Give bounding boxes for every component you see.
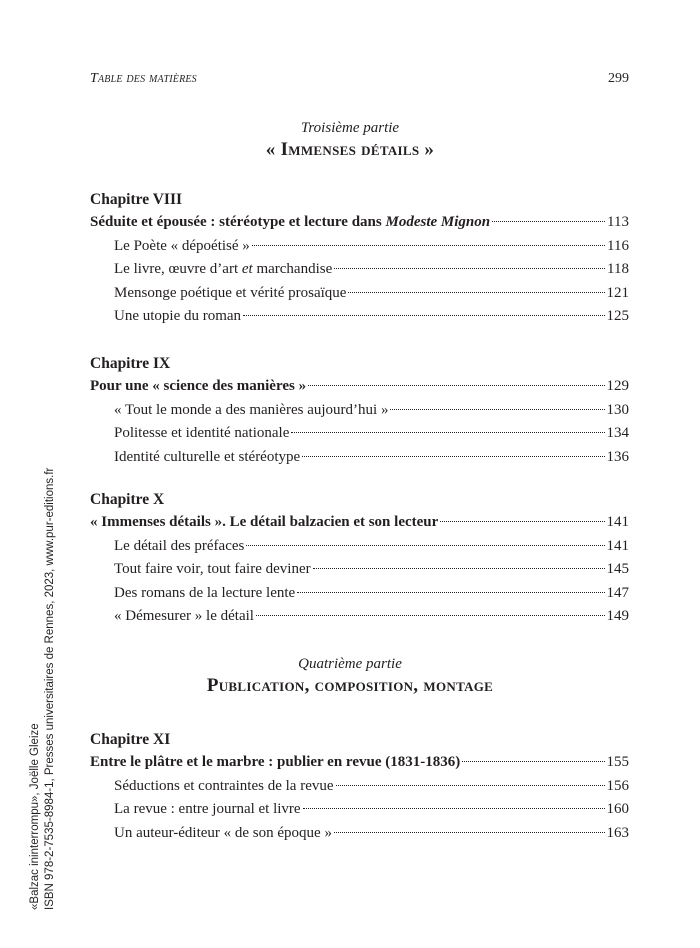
dot-leader [256,615,605,616]
toc-entry-page: 118 [607,261,629,277]
toc-entry-title: « Tout le monde a des manières aujourd’hui » [114,401,389,418]
toc-entry-title: Un auteur-éditeur « de son époque » [114,824,332,841]
toc-entry-main[interactable] [90,754,629,778]
dot-leader [291,432,604,433]
part-heading-4 [0,654,700,698]
side-note-line: ISBN 978-2-7535-8984-1, Presses universitaires de Rennes, 2023, www.pur-editions.fr [44,467,56,910]
chapter-x [90,490,629,632]
toc-entry-page: 125 [606,308,629,324]
toc-entry-title: Entre le plâtre et le marbre : publier en revue (1831-1836) [90,754,461,770]
dot-leader [303,808,605,809]
part-title: Publication, composition, montage [206,675,494,696]
toc-entry-title: Une utopie du roman [114,308,242,324]
toc-entry-page: 147 [606,584,629,601]
dot-leader [334,832,605,833]
toc-entry-page: 116 [607,237,629,254]
toc-entry-page: 155 [606,754,629,770]
toc-entry-title: Tout faire voir, tout faire deviner [114,561,311,577]
part-label: Quatrième partie [298,656,402,672]
toc-entry[interactable] [90,285,629,309]
dot-leader [308,385,604,386]
toc-entry-title: Séductions et contraintes de la revue [114,777,334,794]
dot-leader [390,409,604,410]
toc-entry[interactable] [90,778,629,802]
dot-leader [492,221,605,222]
toc-entry[interactable] [90,801,629,825]
toc-entry[interactable] [90,449,629,473]
chapter-heading: Chapitre VIII [90,191,183,208]
chapter-viii [90,190,629,332]
toc-entry[interactable] [90,238,629,262]
toc-entry-title: Le détail des préfaces [114,537,245,554]
toc-entry[interactable] [90,425,629,449]
toc-entry[interactable] [90,538,629,562]
toc-entry-title: Des romans de la lecture lente [114,584,296,601]
dot-leader [313,568,605,569]
toc-entry-main[interactable] [90,214,629,238]
dot-leader [252,245,605,246]
page-number: 299 [608,71,629,86]
running-title: Table des matières [90,71,197,86]
dot-leader [302,456,604,457]
toc-entry-page: 113 [607,214,629,230]
chapter-heading: Chapitre X [90,491,165,508]
toc-entry[interactable] [90,825,629,849]
toc-entry-title: Le Poète « dépoétisé » [114,237,250,254]
chapter-heading: Chapitre IX [90,355,171,372]
toc-entry-main[interactable] [90,378,629,402]
toc-entry-page: 141 [606,514,629,530]
toc-entry-title: Séduite et épousée : stéréotype et lecture dans Modeste Mignon [90,214,491,230]
toc-entry-page: 136 [606,448,629,465]
copyright-side-note [28,430,58,910]
toc-entry-page: 129 [606,378,629,394]
dot-leader [246,545,604,546]
toc-entry-page: 145 [606,561,629,577]
toc-entry-title: Politesse et identité nationale [114,425,290,441]
dot-leader [462,761,604,762]
toc-entry[interactable] [90,402,629,426]
toc-entry-title: « Démesurer » le détail [114,608,254,624]
toc-entry-title: « Immenses détails ». Le détail balzacien et son lecteur [90,514,439,530]
toc-entry-page: 149 [606,608,629,624]
toc-entry-title: Le livre, œuvre d’art et marchandise [114,261,333,277]
page-header [90,71,629,91]
toc-entry-page: 160 [606,801,629,817]
dot-leader [243,315,604,316]
toc-entry[interactable] [90,308,629,332]
toc-entry-title: Identité culturelle et stéréotype [114,448,301,465]
chapter-xi [90,730,629,848]
part-label: Troisième partie [300,120,400,136]
dot-leader [336,785,605,786]
toc-entry[interactable] [90,561,629,585]
chapter-ix [90,354,629,472]
toc-entry-page: 130 [606,401,629,418]
chapter-heading: Chapitre XI [90,731,171,748]
toc-entry-title: Pour une « science des manières » [90,378,307,394]
toc-entry-page: 121 [606,284,629,301]
dot-leader [348,292,604,293]
toc-entry-main[interactable] [90,514,629,538]
dot-leader [440,521,604,522]
side-note-line: «Balzac ininterrompu», Joëlle Gleize [29,723,41,910]
toc-entry-page: 134 [606,425,629,441]
toc-entry-page: 141 [606,537,629,554]
toc-entry-title: La revue : entre journal et livre [114,801,301,817]
toc-entry-title: Mensonge poétique et vérité prosaïque [114,284,347,301]
toc-entry[interactable] [90,608,629,632]
toc-entry[interactable] [90,585,629,609]
dot-leader [334,268,605,269]
toc-entry-page: 156 [606,777,629,794]
part-heading-3 [0,118,700,162]
toc-entry-page: 163 [606,824,629,841]
dot-leader [297,592,604,593]
part-title: « Immenses détails » [265,139,435,160]
toc-entry[interactable] [90,261,629,285]
